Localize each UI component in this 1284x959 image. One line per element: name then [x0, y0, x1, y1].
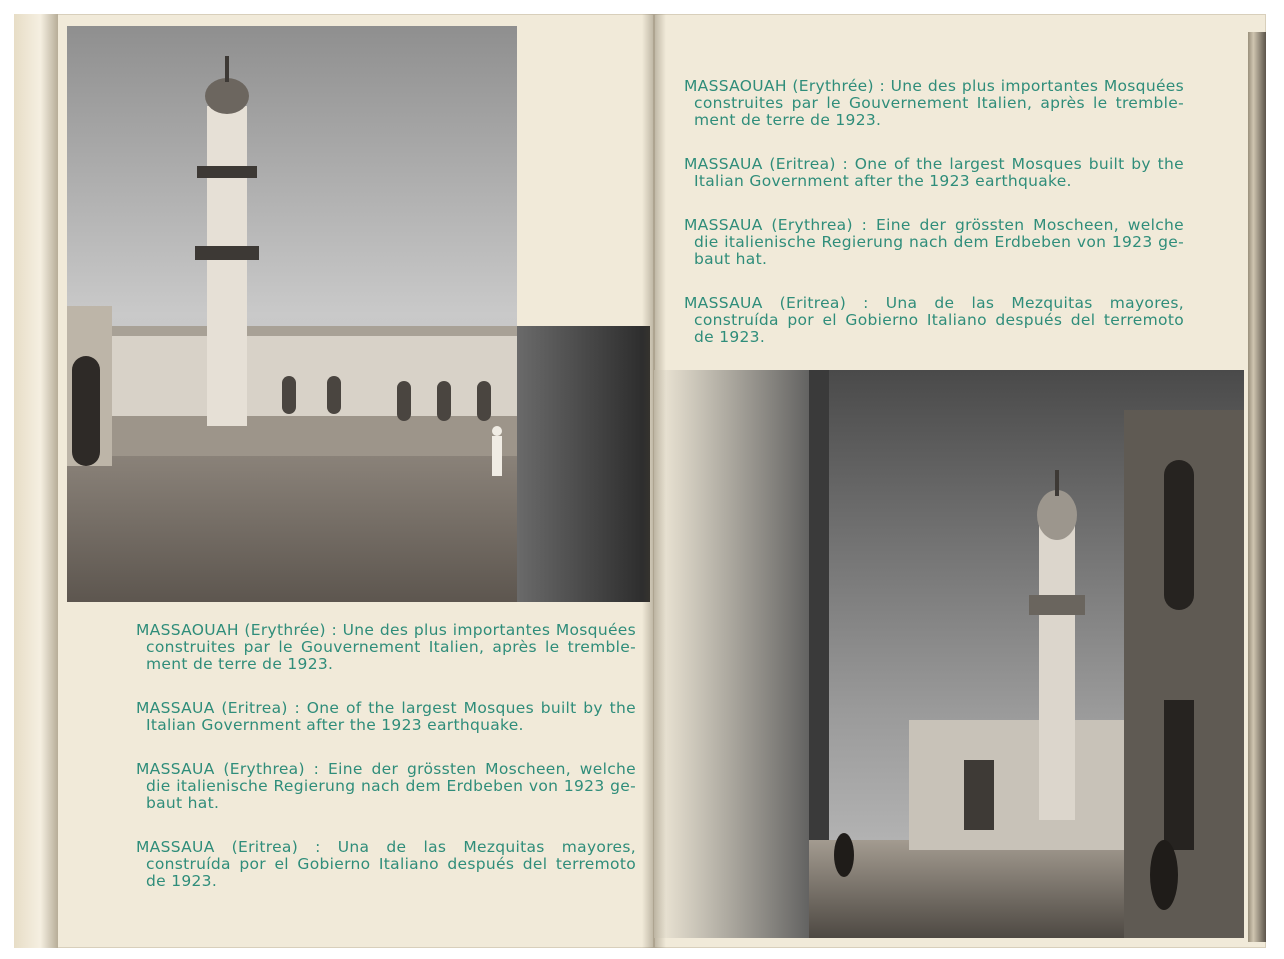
page-stack-edge	[14, 14, 58, 948]
caption-french	[684, 78, 1184, 129]
caption-place: MASSAUA (Eritrea) :	[136, 699, 301, 717]
caption-english	[136, 700, 636, 734]
caption-text: Una de las Mezquitas mayores, construída por el Gobierno Italiano después del terremoto de 1923.	[694, 294, 1184, 346]
caption-place: MASSAOUAH (Erythrée) :	[136, 621, 337, 639]
mosque-photo-image	[67, 26, 650, 602]
caption-english	[684, 156, 1184, 190]
street-photo	[654, 370, 1244, 938]
caption-place: MASSAUA (Eritrea) :	[684, 155, 849, 173]
caption-text: Eine der grössten Moscheen, welche die italienische Regierung nach dem Erdbeben von 1923 ge- baut hat.	[146, 760, 637, 812]
caption-place: MASSAUA (Erythrea) :	[136, 760, 320, 778]
caption-place: MASSAUA (Eritrea) :	[136, 838, 321, 856]
mosque-photo	[67, 26, 650, 602]
street-photo-image	[654, 370, 1244, 938]
caption-text: One of the largest Mosques built by the Italian Government after the 1923 earthquake.	[694, 155, 1184, 190]
caption-place: MASSAUA (Erythrea) :	[684, 216, 868, 234]
caption-german	[136, 761, 636, 812]
caption-spanish	[684, 295, 1184, 346]
open-book	[14, 14, 1266, 948]
caption-text: One of the largest Mosques built by the Italian Government after the 1923 earthquake.	[146, 699, 636, 734]
caption-spanish	[136, 839, 636, 890]
page-stack-edge	[1248, 32, 1266, 942]
caption-place: MASSAOUAH (Erythrée) :	[684, 77, 885, 95]
caption-text: Eine der grössten Moscheen, welche die italienische Regierung nach dem Erdbeben von 1923 ge- baut hat.	[694, 216, 1185, 268]
caption-german	[684, 217, 1184, 268]
right-captions	[684, 78, 1184, 373]
book-gutter	[642, 14, 666, 948]
left-captions	[136, 622, 636, 917]
left-page	[14, 14, 654, 948]
caption-place: MASSAUA (Eritrea) :	[684, 294, 869, 312]
caption-text: Una de las Mezquitas mayores, construída por el Gobierno Italiano después del terremoto de 1923.	[146, 838, 636, 890]
right-page	[654, 14, 1266, 948]
caption-text: Une des plus importantes Mosquées construites par le Gouvernement Italien, après le tremble- ment de terre de 1923.	[146, 621, 636, 673]
caption-french	[136, 622, 636, 673]
caption-text: Une des plus importantes Mosquées construites par le Gouvernement Italien, après le tremble- ment de terre de 1923.	[694, 77, 1184, 129]
